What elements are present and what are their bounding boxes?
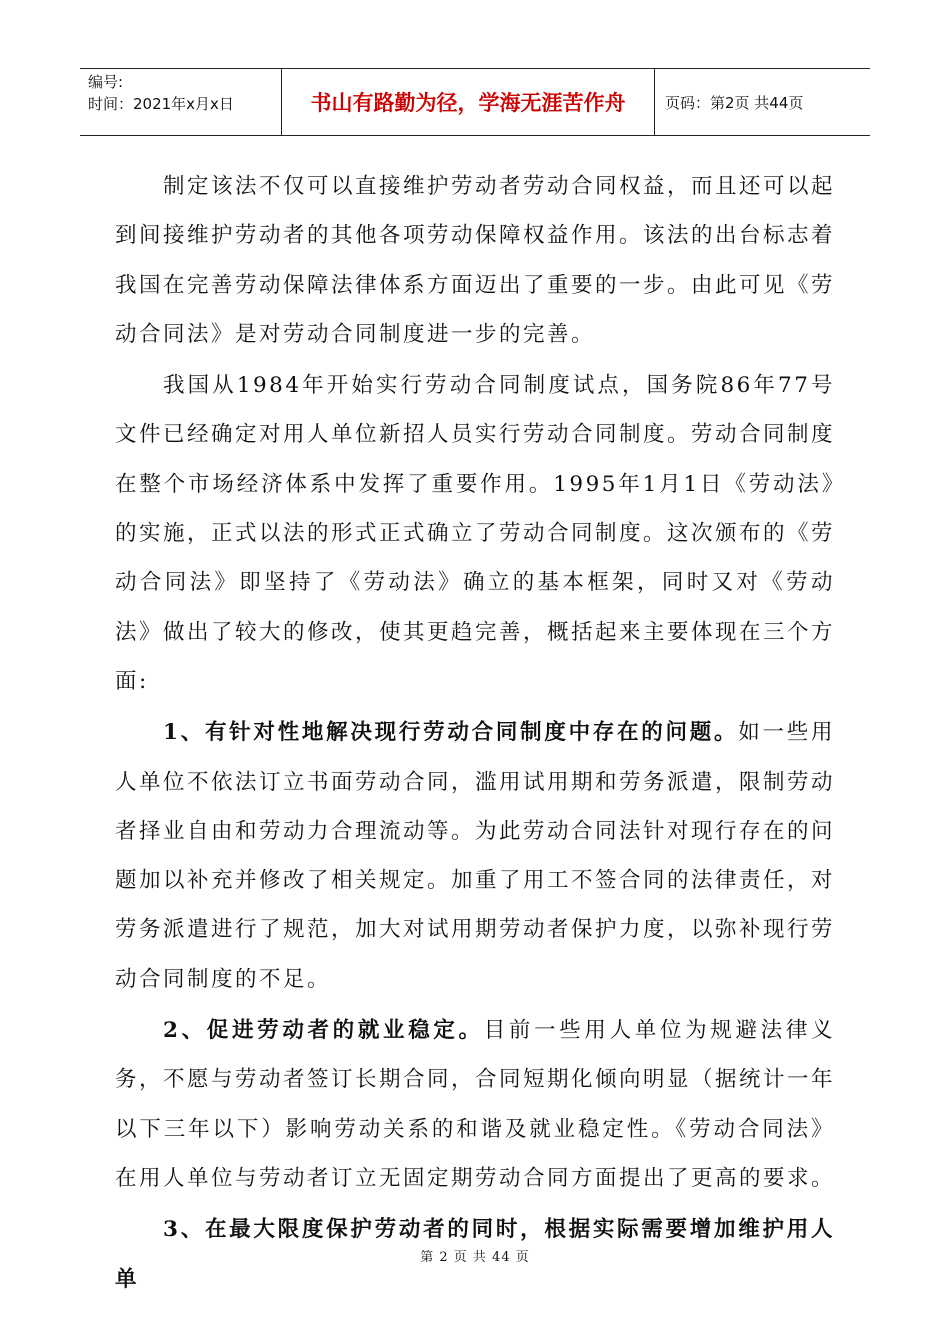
page-footer: 第 2 页 共 44 页	[420, 1250, 530, 1265]
document-header	[80, 68, 870, 136]
document-body	[115, 162, 835, 1304]
paragraph-1: 制定该法不仅可以直接维护劳动者劳动合同权益，而且还可以起到间接维护劳动者的其他各项劳动保障权益作用。该法的出台标志着我国在完善劳动保障法律体系方面迈出了重要的一步。由此可见《劳动合同法》是对劳动合同制度进一步的完善。	[115, 174, 836, 347]
header-meta	[80, 69, 282, 135]
paragraph-3	[115, 708, 835, 1004]
paragraph-3-text: 如一些用人单位不依法订立书面劳动合同，滥用试用期和劳务派遣，限制劳动者择业自由和劳动力合理流动等。为此劳动合同法针对现行存在的问题加以补充并修改了相关规定。加重了用工不签合同的法律责任，对劳务派遣进行了规范，加大对试用期劳动者保护力度，以弥补现行劳动合同制度的不足。	[115, 720, 836, 992]
paragraph-3-heading: 1、有针对性地解决现行劳动合同制度中存在的问题。	[163, 720, 739, 746]
paragraph-4-heading: 2、促进劳动者的就业稳定。	[163, 1018, 484, 1044]
number-label: 编号:	[88, 73, 124, 91]
header-motto: 书山有路勤为径，学海无涯苦作舟	[282, 69, 655, 135]
paragraph-5-heading: 3、在最大限度保护劳动者的同时，根据实际需要增加维护用人单	[115, 1217, 835, 1292]
time-label: 时间：2021年x月x日	[88, 95, 234, 113]
paragraph-2: 我国从1984年开始实行劳动合同制度试点，国务院86年77号文件已经确定对用人单位新招人员实行劳动合同制度。劳动合同制度在整个市场经济体系中发挥了重要作用。1995年1月1日《劳动法》的实施，正式以法的形式正式确立了劳动合同制度。这次颁布的《劳动合同法》即坚持了《劳动法》确立的基本框架，同时又对《劳动法》做出了较大的修改，使其更趋完善，概括起来主要体现在三个方面:	[115, 373, 836, 694]
paragraph-4	[115, 1006, 835, 1203]
paragraph-4-text: 目前一些用人单位为规避法律义务，不愿与劳动者签订长期合同，合同短期化倾向明显（据统计一年以下三年以下）影响劳动关系的和谐及就业稳定性。《劳动合同法》在用人单位与劳动者订立无固定期劳动合同方面提出了更高的要求。	[115, 1018, 836, 1191]
header-page-label: 页码：第2页 共44页	[665, 93, 804, 112]
